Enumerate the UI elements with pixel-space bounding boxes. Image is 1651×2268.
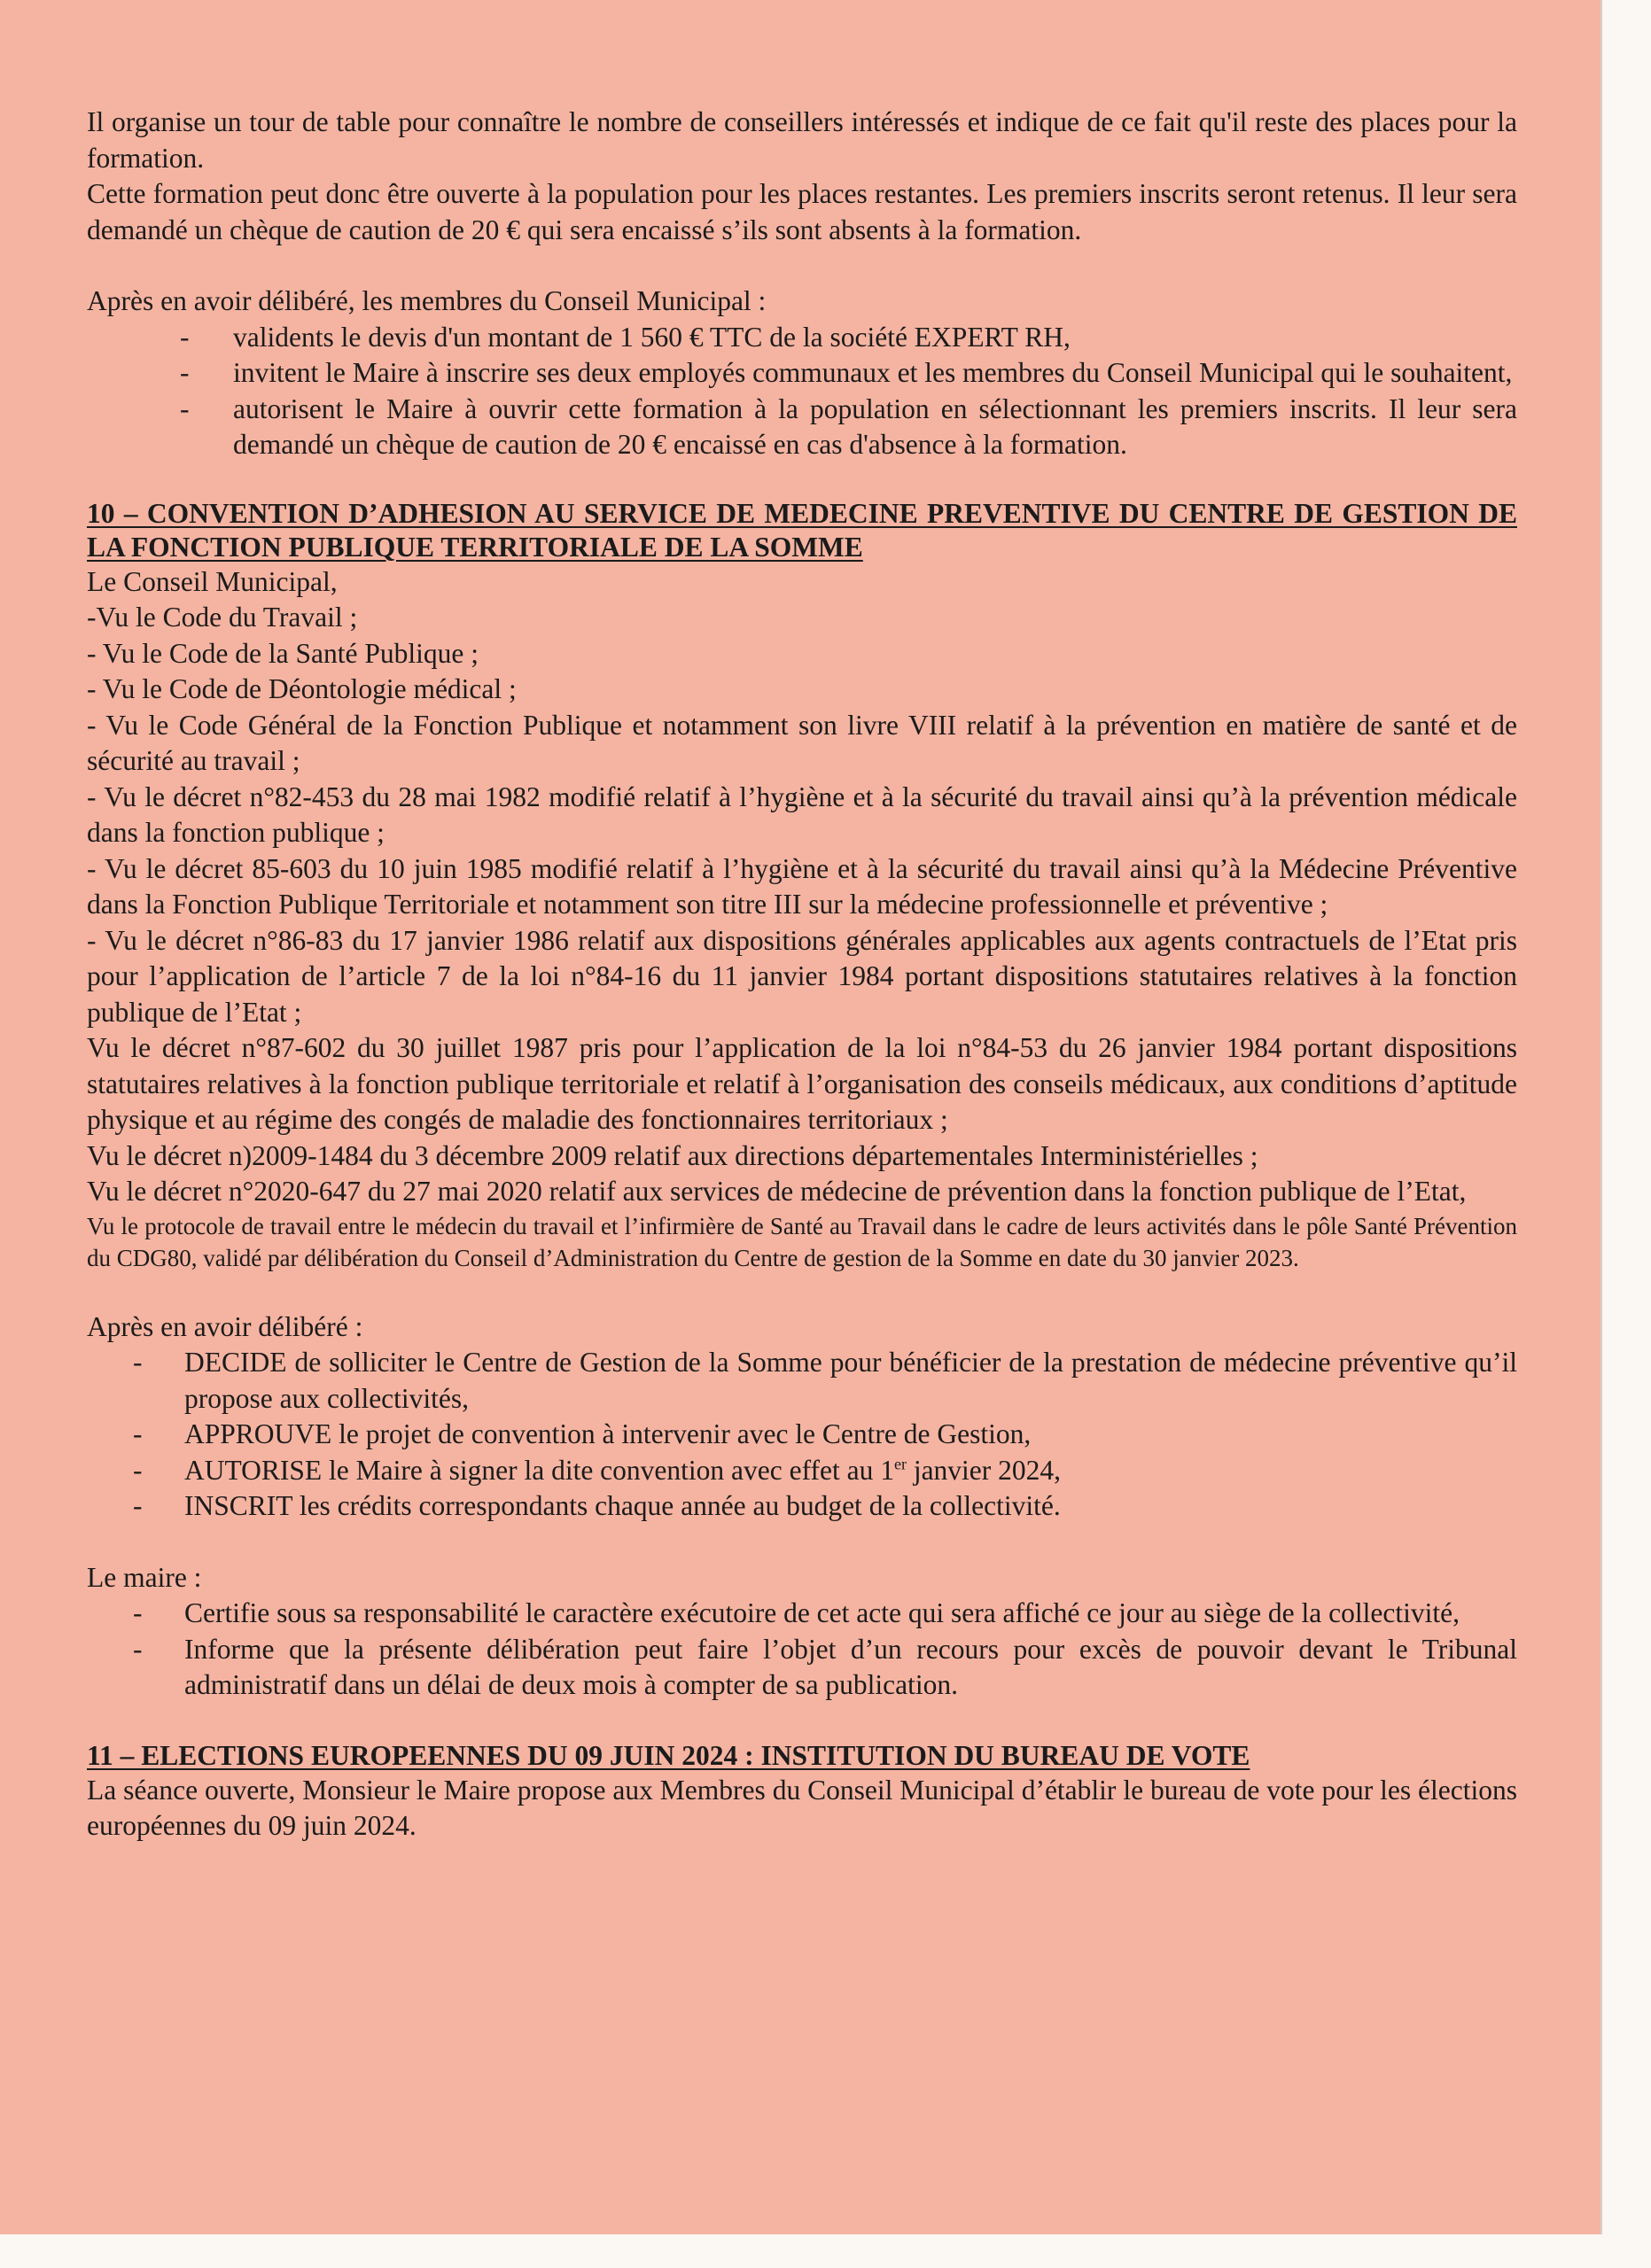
- list-item: - validents le devis d'un montant de 1 560 € TTC de la société EXPERT RH,: [180, 321, 1071, 353]
- list-item: - invitent le Maire à inscrire ses deux employés communaux et les membres du Conseil Municipal qui le souhaitent,: [180, 357, 1513, 388]
- visa-item: - Vu le Code de la Santé Publique ;: [87, 637, 479, 669]
- visa-item: - Vu le décret n°82-453 du 28 mai 1982 modifié relatif à l’hygiène et à la sécurité du travail ainsi qu’à la prévention médicale dans la fonction publique ;: [87, 781, 1517, 848]
- list-item: - INSCRIT les crédits correspondants chaque année au budget de la collectivité.: [133, 1490, 1061, 1521]
- visa-item: - Vu le Code de Déontologie médical ;: [87, 673, 517, 704]
- list-item: - DECIDE de solliciter le Centre de Gestion de la Somme pour bénéficier de la prestation de médecine préventive qu’il propose aux collectivités,: [133, 1347, 1517, 1414]
- protocol-paragraph: Vu le protocole de travail entre le médecin du travail et l’infirmière de Santé au Travail dans le cadre de leurs activités dans le pôle Santé Prévention du CDG80, validé par délibération du Conseil d’Administration du Centre de gestion de la Somme en date du 30 janvier 2023.: [87, 1212, 1517, 1271]
- deliberation-intro: Après en avoir délibéré :: [87, 1310, 363, 1342]
- list-item: - APPROUVE le projet de convention à intervenir avec le Centre de Gestion,: [133, 1418, 1032, 1449]
- scan-edge-right: [1600, 0, 1651, 2268]
- visa-item: Vu le décret n°87-602 du 30 juillet 1987 pris pour l’application de la loi n°84-53 du 26 janvier 1984 portant dispositions statutaires relatives à la fonction publique territoriale et relatif à l’organisation des conseils médicaux, aux conditions d’aptitude physique et au régime des congés de maladie des fonctionnaires territoriaux ;: [87, 1032, 1517, 1135]
- visa-item: Vu le décret n)2009-1484 du 3 décembre 2009 relatif aux directions départementales Interministérielles ;: [87, 1139, 1258, 1171]
- paragraph: La séance ouverte, Monsieur le Maire propose aux Membres du Conseil Municipal d’établir le bureau de vote pour les élections européennes du 09 juin 2024.: [87, 1774, 1517, 1841]
- list-item: - Informe que la présente délibération peut faire l’objet d’un recours pour excès de pouvoir devant le Tribunal administratif dans un délai de deux mois à compter de sa publication.: [133, 1633, 1517, 1700]
- list-item: - AUTORISE le Maire à signer la dite convention avec effet au 1er janvier 2024,: [133, 1454, 1062, 1486]
- mayor-list: [87, 1596, 1517, 1704]
- deliberation-intro: Après en avoir délibéré, les membres du Conseil Municipal :: [87, 285, 767, 316]
- decision-list: [87, 320, 1517, 463]
- decision-list: [87, 1345, 1517, 1525]
- section-heading: 10 – CONVENTION D’ADHESION AU SERVICE DE MEDECINE PREVENTIVE DU CENTRE DE GESTION DE LA FONCTION PUBLIQUE TERRITORIALE DE LA SOMME: [87, 497, 1517, 563]
- paragraph: Le Conseil Municipal,: [87, 565, 338, 597]
- section-heading: 11 – ELECTIONS EUROPEENNES DU 09 JUIN 2024 : INSTITUTION DU BUREAU DE VOTE: [87, 1739, 1250, 1771]
- paragraph: Il organise un tour de table pour connaître le nombre de conseillers intéressés et indique de ce fait qu'il reste des places pour la formation.: [87, 106, 1517, 174]
- list-item: - Certifie sous sa responsabilité le caractère exécutoire de cet acte qui sera affiché ce jour au siège de la collectivité,: [133, 1597, 1460, 1628]
- document-body: [87, 105, 1517, 1845]
- visa-item: - Vu le Code Général de la Fonction Publique et notamment son livre VIII relatif à la prévention en matière de santé et de sécurité au travail ;: [87, 709, 1517, 776]
- visa-item: - Vu le décret 85-603 du 10 juin 1985 modifié relatif à l’hygiène et à la sécurité du travail ainsi qu’à la Médecine Préventive dans la Fonction Publique Territoriale et notamment son titre III sur la médecine professionnelle et préventive ;: [87, 852, 1517, 920]
- visa-item: - Vu le décret n°86-83 du 17 janvier 1986 relatif aux dispositions générales applicables aux agents contractuels de l’Etat pris pour l’application de l’article 7 de la loi n°84-16 du 11 janvier 1984 portant dispositions statutaires relatives à la fonction publique de l’Etat ;: [87, 924, 1517, 1028]
- visa-item: Vu le décret n°2020-647 du 27 mai 2020 relatif aux services de médecine de prévention dans la fonction publique de l’Etat,: [87, 1176, 1467, 1207]
- mayor-intro: Le maire :: [87, 1561, 202, 1593]
- list-item: - autorisent le Maire à ouvrir cette formation à la population en sélectionnant les premiers inscrits. Il leur sera demandé un chèque de caution de 20 € encaissé en cas d'absence à la formation.: [180, 392, 1517, 460]
- paragraph: Cette formation peut donc être ouverte à la population pour les places restantes. Les premiers inscrits seront retenus. Il leur sera demandé un chèque de caution de 20 € qui sera encaissé s’ils sont absents à la formation.: [87, 178, 1517, 245]
- visa-item: -Vu le Code du Travail ;: [87, 602, 358, 633]
- scan-edge-bottom: [0, 2234, 1651, 2268]
